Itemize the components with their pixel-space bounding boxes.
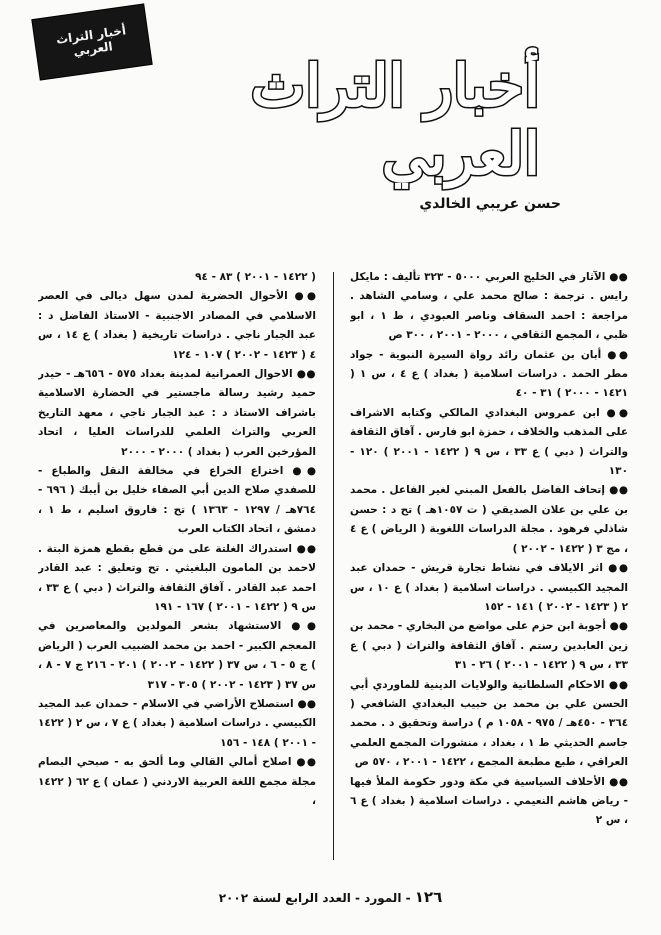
entry: ●● أجوبة ابن حزم على مواضع من البخاري - محمد بن زين العابدين رستم . آفاق الثقافة والتراث ( دبي ) ع ٣٣ ، س ٩ ( ١٤٢٢ - ٢٠٠١ ) ٢٦ - ٣١ — [350, 620, 628, 672]
entry: ●● الأحلاف السياسية في مكة ودور حكومة الملأ فيها - رياض هاشم النعيمي . دراسات اسلامية ( بغداد ) ع ٦ ، س ٢ — [350, 775, 628, 827]
entry: ●● إتحاف الفاضل بالفعل المبني لغير الفاعل . محمد بن علي بن علان الصديقي ( ت ١٠٥٧هـ ) تح د : حسن شاذلي فرهود . مجلة الدراسات اللغوية ( الرياض ) ع ٤ ، مج ٣ ( ١٤٢٢ - ٢٠٠٢ ) — [350, 484, 628, 555]
entry: ●● الأحوال الحضرية لمدن سهل ديالى في العصر الاسلامي في المصادر الاجنبية - الاستاذ الفاضل د : عبد الجبار ناجي . دراسات تاريخية ( بغداد ) ع ١٤ ، س ٤ ( ١٤٢٣ - ٢٠٠٢ ) ١٠٧ - ١٢٤ — [38, 290, 316, 361]
author-name: حسن عريبي الخالدي — [419, 196, 561, 212]
page-title: أخبار التراث العربي — [250, 52, 540, 188]
left-column — [38, 268, 316, 860]
entry: ( ١٤٢٢ - ٢٠٠١ ) ٨٣ - ٩٤ — [195, 271, 316, 283]
column-divider — [333, 272, 334, 860]
page-number: ١٢٦ — [414, 888, 443, 906]
page-footer — [0, 888, 661, 906]
entry: ●● ابن عمروس البغدادي المالكي وكتابه الاشراف على المذهب والخلاف ، حمزة ابو فارس . آفاق الثقافة والتراث ( دبي ) ع ٣٣ ، س ٩ ( ١٤٢٢ - ٢٠٠١ ) ١٢٠ - ١٣٠ — [350, 406, 628, 478]
entry: ●● اصلاح أمالي القالي وما ألحق به - صبحي البصام مجلة مجمع اللغة العربية الاردني ( عمان ) ع ٦٢ ( ١٤٢٢ ، — [38, 756, 316, 807]
entry: ●● اثر الايلاف في نشاط تجارة قريش - حمدان عبد المجيد الكبيسي . دراسات اسلامية ( بغداد ) ع ١٠ ، س ٢ ( ١٤٢٣ - ٢٠٠٢ ) ١٤١ - ١٥٢ — [350, 562, 628, 613]
section-banner: أخبار التراث العربي — [32, 4, 151, 79]
entry: ●● اختراع الخراع في مخالفة النقل والطباع - للصفدي صلاح الدين أبي الصفاء خليل بن أيبك ( ٦٩٦ - ٧٦٤هـ / ١٢٩٧ - ١٣٦٣ ) تح : فاروق اسليم ، ط ١ ، دمشق ، اتحاد الكتاب العرب — [38, 465, 316, 536]
entry: ●● أبان بن عثمان رائد رواة السيرة النبوية - جواد مطر الحمد . دراسات اسلامية ( بغداد ) ع ٤ ، س ١ ( ١٤٢١ - ٢٠٠٠ ) ٣١ - ٤٠ — [350, 348, 628, 400]
right-column — [350, 268, 628, 860]
entry: ●● الاستشهاد بشعر المولدين والمعاصرين في المعجم الكبير - احمد بن محمد الضبيب العرب ( الرياض ) ج ٥ - ٦ ، س ٣٧ ( ١٤٢٢ - ٢٠٠٢ ) ٢٠١ - ٢١٦ ج ٧ - ٨ ، س ٣٧ ( ١٤٢٣ - ٢٠٠٢ ) ٣٠٥ - ٣١٧ — [38, 620, 316, 691]
journal-issue: - المورد - العدد الرابع لسنة ٢٠٠٢ — [218, 891, 411, 905]
entry: ●● استدراك الغلتة على من قطع بقطع همزة البتة . لاحمد بن المامون البلغيثي . تح وتعليق : عبد القادر احمد عبد القادر . آفاق الثقافة والتراث ( دبي ) ع ٣٣ ، س ٩ ( ١٤٢٢ - ٢٠٠١ ) ١٦٧ - ١٩١ — [38, 542, 316, 613]
entry: ●● استصلاح الأراضي في الاسلام - حمدان عبد المجيد الكبيسي . دراسات اسلامية ( بغداد ) ع ٧ ، س ٢ ( ١٤٢٢ - ٢٠٠١ ) ١٤٨ - ١٥٦ — [38, 697, 316, 749]
entry: ●● الاحكام السلطانية والولايات الدينية للماوردي أبي الحسن علي بن محمد بن حبيب البغدادي الشافعي ( ٣٦٤ - ٤٥٠هـ / ٩٧٥ - ١٠٥٨ م ) دراسة وتحقيق د . محمد جاسم الحديثي ط ١ ، بغداد ، منشورات المجمع العلمي العراقي ، طبع مطبعة المجمع ، ١٤٢٢ - ٢٠٠١ ، ٥٧٠ ص — [350, 678, 628, 769]
entry: ●● الآثار في الخليج العربي ٥٠٠٠ - ٣٢٣ تأليف : مايكل رايس . ترجمة : صالح محمد علي ، وسامي الشاهد . مراجعة : احمد السقاف وناصر العبودي ، ط ١ ، ابو ظبي ، المجمع الثقافي ، ٢٠٠٠ - ٢٠٠١ ، ٣٠٠ ص — [350, 271, 628, 342]
entry: ●● الاحوال العمرانية لمدينة بغداد ٥٧٥ - ٦٥٦هـ - حيدر حميد رشيد رسالة ماجستير في الحضارة الاسلامية باشراف الاستاذ د : عبد الجبار ناجي ، معهد التاريخ العربي والتراث العلمي للدراسات العليا ، اتحاد المؤرخين العرب ( بغداد ) ٢٠٠٠ - ٢٠٠٠ — [38, 368, 316, 458]
